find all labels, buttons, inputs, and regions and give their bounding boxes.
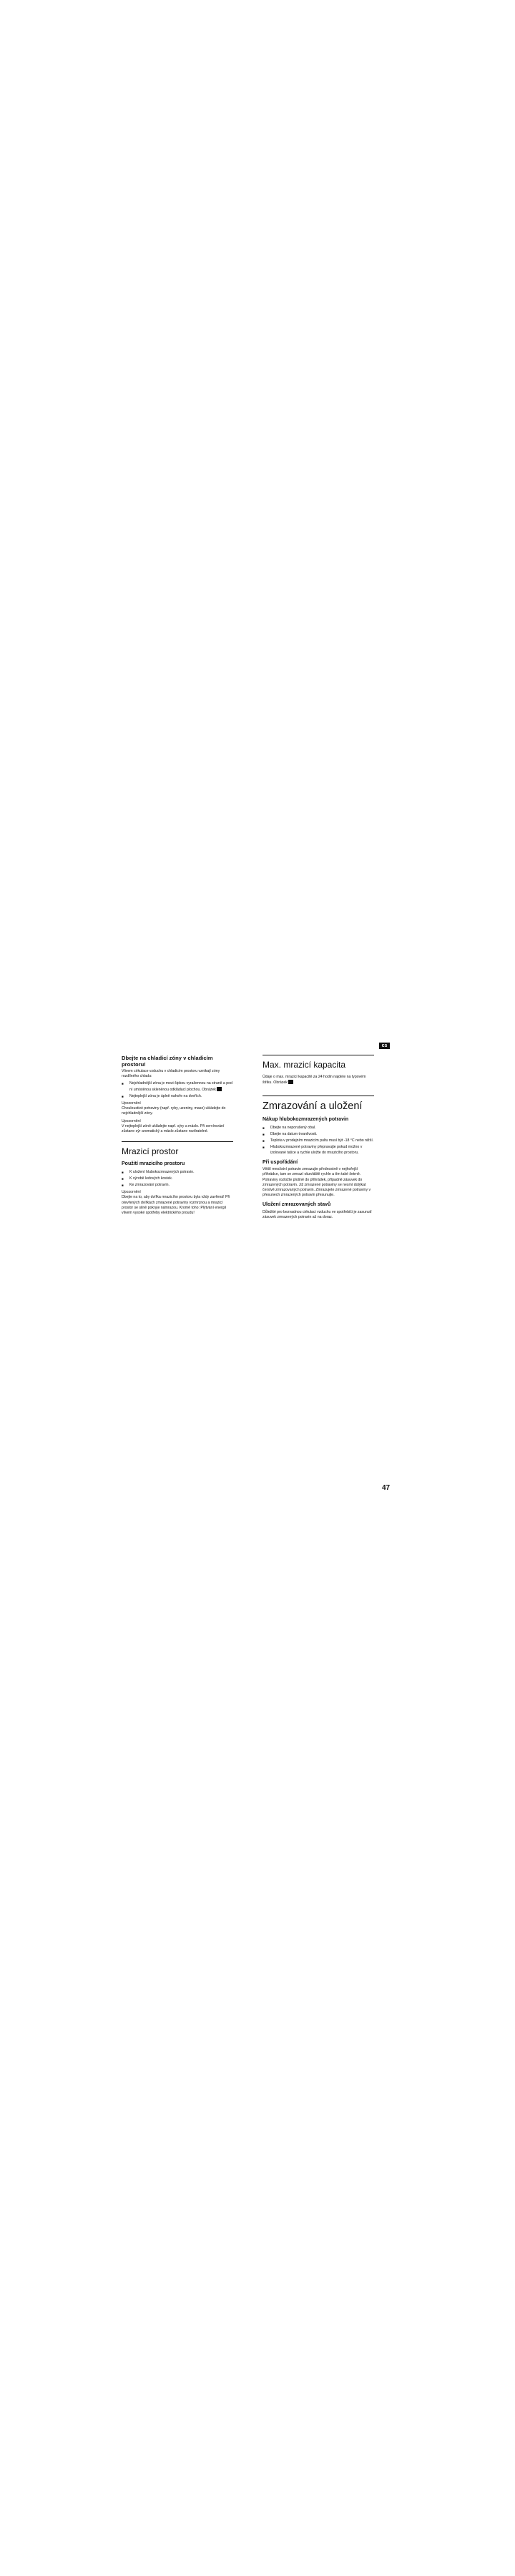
note-text: Chouloustivé potraviny (např. ryby, uzeniny, maso) ukládejte do nejchladnější zóny. xyxy=(122,1106,226,1116)
freezer-use-heading: Použití mrazicího prostoru xyxy=(122,1161,185,1167)
note-heading: Upozornění xyxy=(122,1101,141,1106)
chilled-zones-list xyxy=(122,1081,233,1099)
storing-heading: Při uspořádání xyxy=(263,1159,298,1165)
list-item: ■ Ke zmrazování potravin. xyxy=(122,1183,233,1188)
buying-heading: Nákup hlubokozmrazených potravin xyxy=(263,1117,349,1123)
section-divider xyxy=(263,1096,374,1220)
note-heading: Upozornění xyxy=(122,1118,141,1123)
list-item: ■ Hlubokozmrazené potraviny přepravujte pokud možno v izolované tašce a rychle uložte do mrazicího prostoru. xyxy=(263,1145,374,1155)
note-heading: Upozornění xyxy=(122,1190,141,1195)
capacity-text: Údaje o max. mrazicí kapacitě za 24 hodin najdete na typovém štítku. Obrázek xyxy=(263,1075,366,1085)
right-column xyxy=(263,1055,374,1221)
freezer-use-list xyxy=(122,1170,233,1189)
note-text: V nejteplejší zóně ukládejte např. sýry a máslo. Při servírování zůstane sýr aromatický a máslo zůstane roztíratelné. xyxy=(122,1123,225,1134)
left-column xyxy=(122,1055,233,1217)
list-item: ■ Teplota v prodejním mrazicím pultu musí být -18 °C nebo nižší. xyxy=(263,1138,374,1143)
figure-reference-icon xyxy=(217,1087,222,1091)
list-item: ■ K uložení hlubokozmrazených potravin. xyxy=(122,1170,233,1175)
freezing-section-title: Zmrazování a uložení xyxy=(263,1101,363,1113)
note-text: Dbejte na to, aby dvířka mrazicího prostoru byla vždy zavřená! Při otevřených dvířkách zmrazené potraviny rozmrznou a mrazicí prostor se silně pokryje námrazou. Kromě toho: Plýtvání energií vlivem vysoké spotřeby elektrického proudu! xyxy=(122,1195,230,1216)
list-item: ■ Nejchladnější zóna je mezi šipkou vyražennou na straně a pod ní umístěnou skleněnou odkládací plochou. Obrázek xyxy=(122,1081,233,1092)
list-item: ■ K výrobě ledových kostek. xyxy=(122,1176,233,1181)
capacity-section-title: Max. mrazicí kapacita xyxy=(263,1060,346,1070)
fresh-storage-text: Důležité pro bezvadnou cirkulaci vzduchu ve spotřebiči je zasunutí zásuvek zmrazených potravin až na doraz. xyxy=(263,1209,372,1220)
language-badge: cs xyxy=(379,1043,390,1049)
list-item: ■ Dbejte na neporušený obal. xyxy=(263,1126,374,1131)
chilled-zones-heading: Dbejte na chladicí zóny v chladicím prostoru! xyxy=(122,1055,213,1068)
list-item: ■ Nejteplejší zóna je úplně nahoře na dveřích. xyxy=(122,1094,233,1099)
figure-reference-icon xyxy=(288,1080,293,1084)
page-number: 47 xyxy=(382,1484,391,1492)
section-divider xyxy=(263,1055,374,1085)
section-divider xyxy=(122,1141,233,1216)
fresh-storage-heading: Uložení zmrazovaných stavů xyxy=(263,1202,331,1208)
storing-text: Větší množství potravin zmrazujte přednostně v nejhořejší přihrádce, tam se zmrazí obzvláště rychle a tím také šetrně. Potraviny rozložte plošně do přihrádek, případně zásuvek do zmrazených potravin. Již zmrazené potraviny se nesmí dotýkat čerstvě zmrazovaných potravin. Zmrazujete zmrazené potraviny v přesunech zmrazených potravin přesunujte. xyxy=(263,1167,371,1198)
buying-list xyxy=(263,1126,374,1156)
chilled-zones-text: Vlivem cirkulace vzduchu v chladicím prostoru vznikají zóny rozdílného chladu: xyxy=(122,1069,220,1079)
list-item: ■ Dbejte na datum trvanlivosti. xyxy=(263,1132,374,1137)
freezer-section-title: Mrazicí prostor xyxy=(122,1146,179,1157)
